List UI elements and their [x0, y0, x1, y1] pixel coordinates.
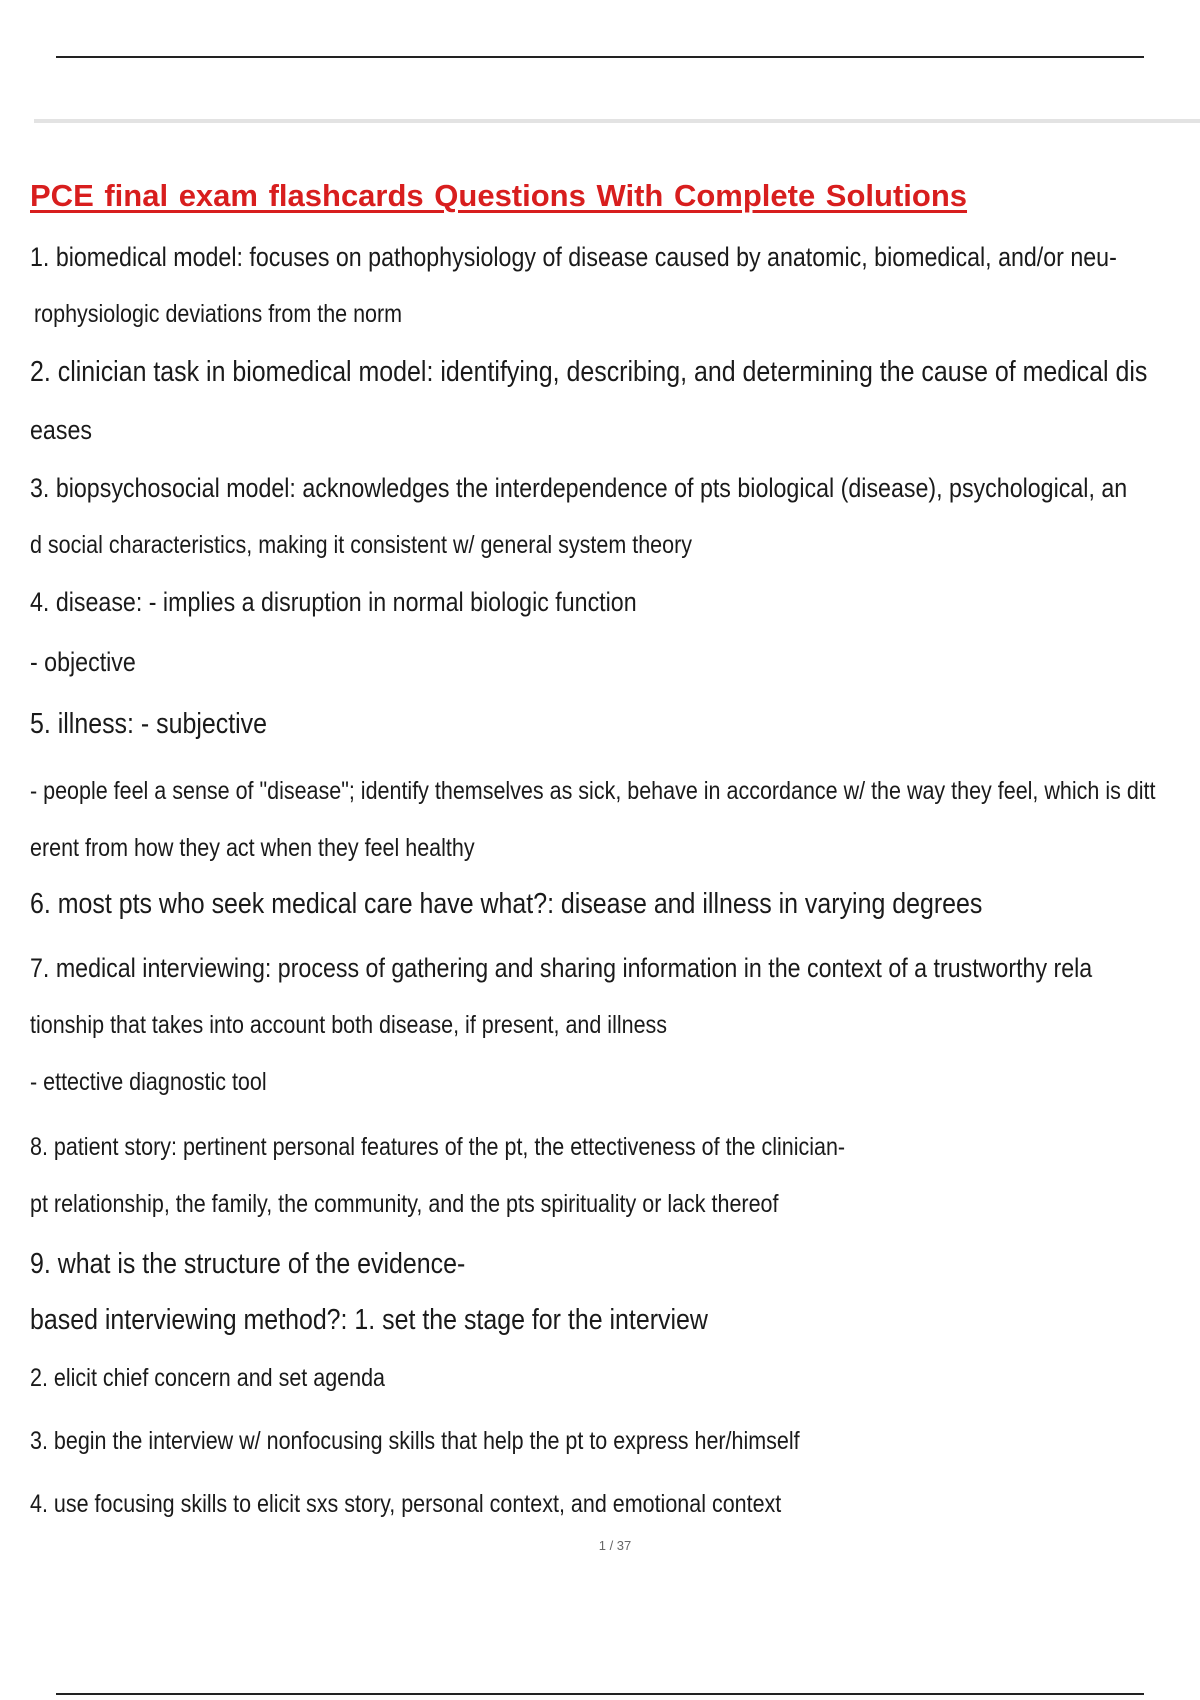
card-9-line-5: 4. use focusing skills to elicit sxs story, personal context, and emotional context — [30, 1490, 782, 1518]
card-4-line-1: 4. disease: - implies a disruption in normal biologic function — [30, 587, 637, 617]
card-5-line-2: - people feel a sense of "disease"; identify themselves as sick, behave in accordance w/ the way they feel, which is ditt — [30, 777, 1156, 805]
page-number: 1 / 37 — [598, 1538, 632, 1553]
card-3-line-1: 3. biopsychosocial model: acknowledges the interdependence of pts biological (disease), psychological, an — [30, 473, 1128, 503]
card-9-line-1: 9. what is the structure of the evidence- — [30, 1248, 466, 1280]
card-2-line-2: eases — [30, 415, 92, 445]
header-divider — [34, 119, 1200, 123]
card-1-line-1: 1. biomedical model: focuses on pathophysiology of disease caused by anatomic, biomedical, and/or neu- — [30, 242, 1117, 272]
card-3-line-2: d social characteristics, making it consistent w/ general system theory — [30, 531, 692, 559]
card-8-line-2: pt relationship, the family, the community, and the pts spirituality or lack thereof — [30, 1190, 779, 1218]
bottom-rule — [56, 1693, 1144, 1695]
card-7-line-2: tionship that takes into account both disease, if present, and illness — [30, 1011, 668, 1039]
top-rule — [56, 56, 1144, 58]
card-6-line-1: 6. most pts who seek medical care have what?: disease and illness in varying degrees — [30, 888, 983, 920]
card-7-line-3: - ettective diagnostic tool — [30, 1068, 267, 1096]
card-7-line-1: 7. medical interviewing: process of gathering and sharing information in the context of a trustworthy rela — [30, 953, 1093, 983]
card-5-line-3: erent from how they act when they feel healthy — [30, 834, 475, 862]
card-2-line-1: 2. clinician task in biomedical model: identifying, describing, and determining the cause of medical dis — [30, 356, 1148, 388]
document-title: PCE final exam flashcards Questions With Complete Solutions — [30, 178, 968, 213]
card-5-line-1: 5. illness: - subjective — [30, 708, 268, 740]
card-9-line-3: 2. elicit chief concern and set agenda — [30, 1364, 385, 1392]
card-8-line-1: 8. patient story: pertinent personal features of the pt, the ettectiveness of the clinician- — [30, 1133, 846, 1161]
card-9-line-2: based interviewing method?: 1. set the stage for the interview — [30, 1304, 708, 1336]
card-4-line-2: - objective — [30, 647, 136, 677]
card-9-line-4: 3. begin the interview w/ nonfocusing skills that help the pt to express her/himself — [30, 1427, 800, 1455]
card-1-line-2: rophysiologic deviations from the norm — [34, 300, 403, 328]
